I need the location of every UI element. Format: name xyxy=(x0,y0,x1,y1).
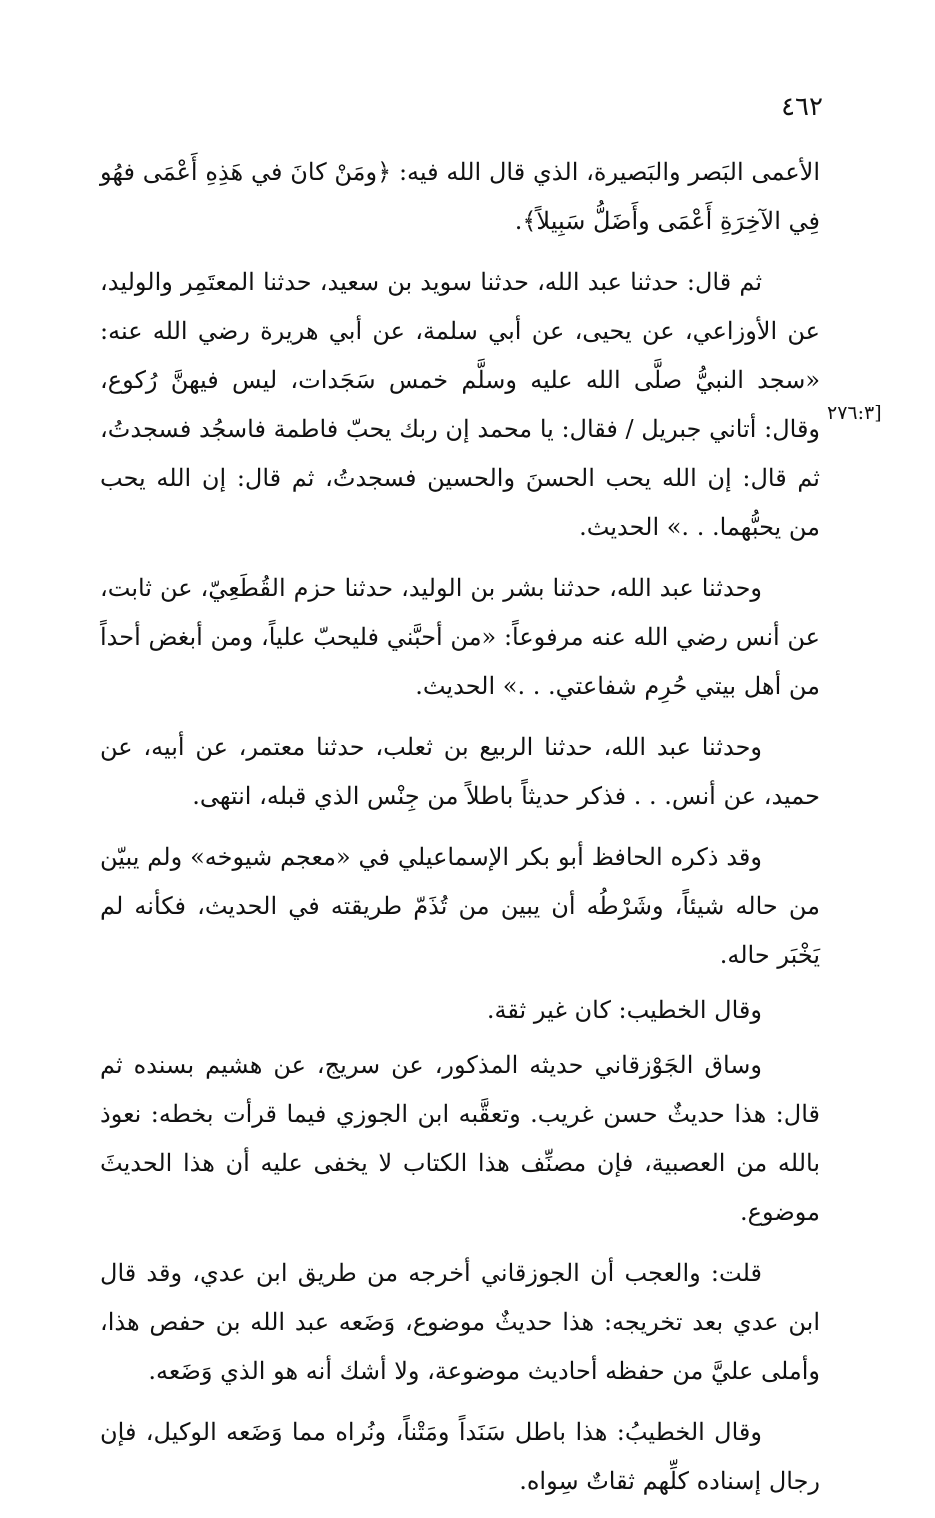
paragraph-7: وساق الجَوْزقاني حديثه المذكور، عن سريج، عن هشيم بسنده ثم قال: هذا حديثٌ حسن غريب. وتعقَّبه ابن الجوزي فيما قرأت بخطه: نعوذ بالله من العصبية، فإن مصنِّف هذا الكتاب لا يخفى عليه أن هذا الحديثَ موضوع. xyxy=(100,1051,820,1226)
paragraph-9: وقال الخطيبُ: هذا باطل سَنَداً ومَتْناً، ونُراه مما وَضَعه الوكيل، فإن رجال إسناده كلِّهم ثقاتٌ سِواه. xyxy=(100,1418,820,1495)
paragraph-1: الأعمى البَصر والبَصيرة، الذي قال الله فيه: ﴿ومَنْ كانَ في هَذِهِ أَعْمَى فهُو فِي الآخِرَةِ أَعْمَى وأَضَلُّ سَبِيلاً﴾. xyxy=(100,158,820,235)
margin-reference: [٢٧٦:٣ xyxy=(827,402,882,424)
paragraph-2: ثم قال: حدثنا عبد الله، حدثنا سويد بن سعيد، حدثنا المعتَمِر والوليد، عن الأوزاعي، عن يحيى، عن أبي سلمة، عن أبي هريرة رضي الله عنه: «سجد النبيُّ صلَّى الله عليه وسلَّم خمس سَجَدات، ليس فيهنَّ رُكوع، وقال: أتاني جبريل / فقال: يا محمد إن ربك يحبّ فاطمة فاسجُد فسجدتُ، ثم قال: إن الله يحب الحسنَ والحسين فسجدتُ، ثم قال: إن الله يحب من يحبُّهما. . .» الحديث. xyxy=(100,268,820,541)
paragraph-5: وقد ذكره الحافظ أبو بكر الإسماعيلي في «معجم شيوخه» ولم يبيّن من حاله شيئاً، وشَرْطُه أن يبين من تُذَمّ طريقته في الحديث، فكأنه لم يَخْبَر حاله. xyxy=(100,843,820,969)
page-number: ٤٦٢ xyxy=(781,92,823,122)
paragraph-4: وحدثنا عبد الله، حدثنا الربيع بن ثعلب، حدثنا معتمر، عن أبيه، عن حميد، عن أنس. . . فذكر حديثاً باطلاً من جِنْس الذي قبله، انتهى. xyxy=(100,733,820,810)
paragraph-3: وحدثنا عبد الله، حدثنا بشر بن الوليد، حدثنا حزم القُطَعِيّ، عن ثابت، عن أنس رضي الله عنه مرفوعاً: «من أحبَّني فليحبّ علياً، ومن أبغض أحداً من أهل بيتي حُرِم شفاعتي. . .» الحديث. xyxy=(100,574,820,700)
paragraph-6: وقال الخطيب: كان غير ثقة. xyxy=(486,996,762,1024)
paragraph-8: قلت: والعجب أن الجوزقاني أخرجه من طريق ابن عدي، وقد قال ابن عدي بعد تخريجه: هذا حديثٌ موضوع، وَضَعه عبد الله بن حفص هذا، وأملى عليَّ من حفظه أحاديث موضوعة، ولا أشك أنه هو الذي وَضَعه. xyxy=(100,1259,820,1385)
body-text xyxy=(100,148,820,1518)
